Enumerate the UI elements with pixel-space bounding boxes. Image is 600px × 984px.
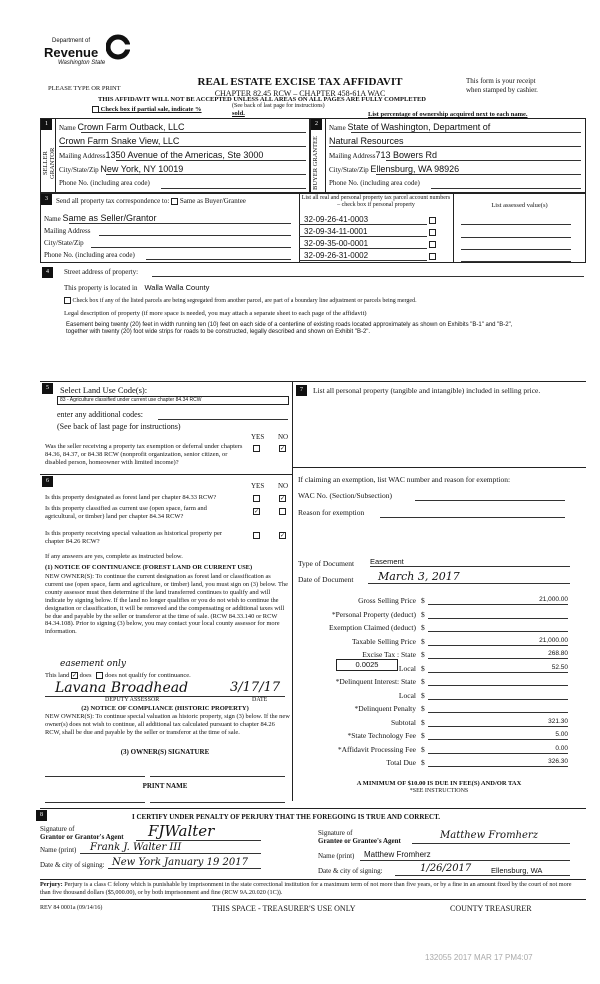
historic-yes-checkbox[interactable] — [253, 532, 260, 539]
section-number: 1 — [41, 119, 52, 130]
amount-row — [296, 731, 586, 743]
amount-label: Taxable Selling Price — [351, 636, 416, 646]
receipt-note: This form is your receipt — [466, 77, 536, 85]
amount-value[interactable]: 326.30 — [428, 758, 568, 767]
addr-label: Mailing Address — [59, 152, 106, 160]
segregated-label: Check box if any of the listed parcels are being segregated from another parcel, are part of a boundary line adjustment or parcels being merged. — [72, 297, 417, 304]
partial-label: Check box if partial sale, indicate % — [100, 106, 202, 113]
amount-value[interactable] — [428, 704, 568, 713]
buyer-address[interactable]: 713 Bowers Rd — [375, 150, 438, 160]
amount-label: Excise Tax : State — [362, 650, 416, 659]
exemption-question: Was the seller receiving a property tax exemption or deferral under chapters 84.36, 84.37, or 84.38 RCW (nonprofit organization, senior citizen, or disabled person, homeowner with limited income)? — [45, 443, 243, 466]
personal-property-checkbox[interactable] — [429, 217, 436, 224]
amount-label: Exemption Claimed (deduct) — [328, 623, 416, 632]
grantor-agent-label: Grantor or Grantor's Agent — [40, 833, 124, 841]
section-number: 7 — [296, 385, 307, 396]
dollar-sign: $ — [421, 758, 425, 767]
name-label: Name — [44, 215, 61, 223]
name-print-label: Name (print) — [40, 846, 77, 854]
parcel-row — [299, 227, 449, 237]
date-city-label: Date & city of signing: — [318, 867, 383, 875]
treasurer-use: THIS SPACE - TREASURER'S USE ONLY — [212, 904, 356, 913]
seller-section — [40, 118, 310, 193]
receipt-note-2: when stamped by cashier. — [466, 86, 538, 94]
amount-label: Local — [398, 663, 416, 673]
dollar-sign: $ — [421, 731, 425, 740]
see-back-instr: (See back of last page for instructions) — [57, 422, 181, 431]
yes-header: YES — [251, 433, 265, 441]
corr-name[interactable]: Same as Seller/Grantor — [62, 213, 157, 223]
name-label: Name — [59, 124, 76, 132]
corr-label: Send all property tax correspondence to: — [56, 197, 170, 205]
continuance-title: (1) NOTICE OF CONTINUANCE (FOREST LAND OR CURRENT USE) — [45, 564, 253, 571]
amount-row — [296, 758, 586, 770]
amount-value[interactable]: 5.00 — [428, 731, 568, 740]
amount-value[interactable]: 21,000.00 — [428, 596, 568, 605]
does-label: does — [79, 672, 92, 679]
dollar-sign: $ — [421, 717, 425, 727]
handwritten-note: easement only — [60, 659, 126, 669]
name-print-label: Name (print) — [318, 852, 355, 860]
phone-label: Phone No. (including area code) — [329, 179, 420, 187]
amount-label: *Delinquent Penalty — [354, 704, 416, 713]
see-back: (See back of last page for instructions) — [232, 103, 325, 109]
warning: THIS AFFIDAVIT WILL NOT BE ACCEPTED UNLESS ALL AREAS ON ALL PAGES ARE FULLY COMPLETED — [98, 96, 426, 103]
logo-swirl-icon — [106, 34, 130, 60]
parcel-header: List all real and personal property tax parcel account numbers – check box if personal property — [301, 195, 451, 208]
addr-label: Mailing Address — [44, 227, 91, 235]
county[interactable]: Walla Walla County — [144, 283, 210, 292]
continuance-text: NEW OWNER(S): To continue the current designation as forest land or classification as current use (open space, farm and agriculture, or timber) land, you must sign on (3) below. The county assessor must then determine if the land transferred continues to qualify and will indicate by signing below. If the land no longer qualifies or you do not wish to continue the designation or classification, it will be removed and the compensating or additional taxes will be due and payable by the seller or transferor at the time of sale. (RCW 84.33.140 or RCW 84.34.108). Prior to signing (3) below, you may contact your local county assessor for more information. — [45, 573, 288, 636]
dollar-sign: $ — [421, 609, 425, 619]
sig-of-label: Signature of — [40, 825, 75, 833]
parcel-number[interactable]: 32-09-34-11-0001 — [299, 227, 427, 237]
please-type: PLEASE TYPE OR PRINT — [48, 85, 121, 92]
land-use-code-select[interactable]: 83 - Agriculture classified under current use chapter 84.34 RCW — [57, 396, 289, 405]
date-city-label: Date & city of signing: — [40, 861, 105, 869]
form-title: REAL ESTATE EXCISE TAX AFFIDAVIT — [197, 76, 403, 88]
seller-label: SELLER GRANTOR — [42, 147, 56, 179]
amount-label: Total Due — [386, 758, 416, 767]
grantor-signature[interactable]: FJWalter — [148, 822, 215, 840]
dor-logo: Department of Revenue Washington State — [44, 34, 134, 72]
located-label: This property is located in — [64, 284, 138, 292]
grantee-agent-label: Grantee or Grantee's Agent — [318, 837, 401, 845]
seller-address[interactable]: 1350 Avenue of the Americas, Ste 3000 — [105, 150, 264, 160]
no-header: NO — [278, 482, 289, 490]
personal-property-label: List all personal property (tangible and intangible) included in selling price. — [313, 386, 541, 395]
forest-yes-checkbox[interactable] — [253, 495, 260, 502]
dollar-sign: $ — [421, 663, 425, 673]
reason-label: Reason for exemption — [298, 508, 365, 517]
historic-question: Is this property receiving special valuation as historical property per chapter 84.26 RCW? — [45, 530, 223, 545]
city-label: City/State/Zip — [59, 166, 99, 174]
current-use-yes-checkbox[interactable]: ✓ — [254, 508, 260, 515]
amount-value[interactable]: 21,000.00 — [428, 637, 568, 646]
certify-statement: I CERTIFY UNDER PENALTY OF PERJURY THAT THE FOREGOING IS TRUE AND CORRECT. — [132, 813, 441, 821]
amount-row — [296, 704, 586, 716]
parcel-row — [299, 251, 449, 261]
amount-value[interactable]: 52.50 — [428, 664, 568, 673]
amount-value[interactable] — [428, 691, 568, 700]
parcel-row — [299, 215, 449, 225]
form-number: REV 84 0001a (09/14/16) — [40, 905, 103, 911]
recording-stamp: 132055 2017 MAR 17 PM4:07 — [425, 953, 533, 962]
seller-name-2[interactable]: Crown Farm Snake View, LLC — [59, 136, 180, 146]
doc-type-label: Type of Document — [298, 559, 355, 568]
perjury-text: Perjury is a class C felony which is punishable by imprisonment in the state correctional institution for a maximum term of not more than five years, or by a fine in an amount fixed by the court of not more than five thousand dollars ($5,000.00), or by both imprisonment and fine (RCW 9A.20.020 (1C)). — [40, 881, 572, 896]
amount-row — [296, 596, 586, 608]
section-number: 2 — [311, 119, 322, 130]
personal-property-checkbox[interactable] — [429, 241, 436, 248]
county-treasurer: COUNTY TREASURER — [450, 904, 532, 913]
parcel-number[interactable]: 32-09-26-31-0002 — [299, 251, 427, 261]
amount-row — [296, 745, 586, 757]
see-instructions: *SEE INSTRUCTIONS — [409, 788, 469, 794]
perjury-notice — [40, 881, 580, 897]
amount-row — [296, 637, 586, 649]
minimum-note: A MINIMUM OF $10.00 IS DUE IN FEE(S) AND/OR TAX — [356, 780, 522, 787]
dollar-sign: $ — [421, 704, 425, 713]
amount-row — [296, 623, 586, 635]
buyer-label: BUYER GRANTEE — [312, 136, 319, 190]
owner-signature-title: (3) OWNER(S) SIGNATURE — [120, 748, 210, 756]
perjury-label: Perjury: — [40, 881, 63, 888]
deputy-assessor-label: DEPUTY ASSESSOR — [105, 697, 160, 703]
compliance-text: NEW OWNER(S): To continue special valuation as historic property, sign (3) below. If the new owner(s) does not wish to continue, all additional tax calculated pursuant to chapter 84.26 RCW, shall be due and payable by the seller or transferor at the time of sale. — [45, 713, 290, 736]
doc-date-label: Date of Document — [298, 575, 354, 584]
amount-label: *Delinquent Interest: State — [335, 677, 416, 686]
does-checkbox[interactable]: ✓ — [72, 672, 78, 680]
seller-city[interactable]: New York, NY 10019 — [100, 164, 184, 174]
legal-label: Legal description of property (if more space is needed, you may attach a separate sheet to each page of the affidavit) — [64, 310, 367, 317]
buyer-name-2[interactable]: Natural Resources — [329, 136, 404, 146]
grantee-city[interactable]: Ellensburg, WA — [491, 866, 543, 875]
amount-value[interactable]: 0.00 — [428, 745, 568, 754]
section-number: 6 — [42, 476, 53, 487]
doc-date-value[interactable]: March 3, 2017 — [368, 570, 570, 584]
amount-label: *Personal Property (deduct) — [331, 609, 416, 619]
does-not-label: does not — [105, 672, 127, 679]
amount-label: Subtotal — [390, 717, 416, 727]
date-label: DATE — [252, 697, 268, 703]
amount-label: *Affidavit Processing Fee — [337, 744, 416, 754]
amount-row — [296, 718, 586, 730]
personal-property-checkbox[interactable] — [429, 253, 436, 260]
if-yes-note: If any answers are yes, complete as instructed below. — [45, 553, 183, 560]
seller-name-1[interactable]: Crown Farm Outback, LLC — [77, 122, 185, 132]
doc-type-value[interactable]: Easement — [370, 557, 570, 567]
compliance-title: (2) NOTICE OF COMPLIANCE (HISTORIC PROPERTY) — [81, 705, 249, 712]
section-number: 4 — [42, 267, 53, 278]
amount-label: *State Technology Fee — [347, 731, 416, 740]
dollar-sign: $ — [421, 677, 425, 686]
amount-row — [296, 610, 586, 622]
partial-sale-checkbox[interactable] — [92, 106, 99, 113]
this-land-label: This land — [45, 672, 70, 679]
does-not-checkbox[interactable] — [96, 672, 103, 679]
parcel-row — [299, 239, 449, 249]
amount-row — [296, 691, 586, 703]
parcel-number[interactable]: 32-09-26-41-0003 — [299, 215, 427, 225]
same-as-buyer-label: Same as Buyer/Grantee — [179, 197, 246, 205]
amount-value[interactable] — [428, 610, 568, 619]
buyer-name-1[interactable]: State of Washington, Department of — [347, 122, 491, 132]
forest-question: Is this property designated as forest land per chapter 84.33 RCW? — [45, 494, 217, 501]
current-use-no-checkbox[interactable] — [279, 508, 286, 515]
legal-description[interactable]: Easement being twenty (20) feet in width running ten (10) feet on each side of a centerline of existing roads located approximately as shown on Exhibits "B-1" and "B-2", together with twenty (20) foot wide strips for roads to be constructed, legally described and shown on Exhibit "B-2". — [66, 322, 513, 335]
dollar-sign: $ — [421, 623, 425, 632]
grantee-signature[interactable]: Matthew Fromherz — [440, 830, 538, 841]
grantee-date[interactable]: 1/26/2017 — [420, 863, 472, 874]
amount-value[interactable] — [428, 623, 568, 632]
buyer-section — [310, 118, 586, 193]
addr-label: Mailing Address — [329, 152, 376, 160]
qualify-label: qualify for continuance. — [128, 672, 191, 679]
no-header: NO — [278, 433, 289, 441]
personal-property-checkbox[interactable] — [429, 229, 436, 236]
street-label: Street address of property: — [64, 268, 139, 276]
phone-label: Phone No. (including area code) — [59, 179, 150, 187]
section-number: 3 — [41, 194, 52, 205]
current-use-question: Is this property classified as current use (open space, farm and agricultural, or timber) land per chapter 84.34 RCW? — [45, 505, 207, 520]
amount-value[interactable]: 321.30 — [428, 718, 568, 727]
local-rate-field[interactable]: 0.0025 — [336, 659, 398, 671]
historic-no-checkbox[interactable]: ✓ — [280, 532, 286, 539]
grantor-name[interactable]: Frank J. Walter III — [90, 842, 182, 853]
wac-label: WAC No. (Section/Subsection) — [298, 491, 392, 500]
exempt-yes-checkbox[interactable] — [253, 445, 260, 452]
dollar-sign: $ — [421, 744, 425, 754]
assessor-date: 3/17/17 — [230, 680, 281, 695]
tax-correspondence-section — [40, 193, 586, 263]
assessed-header: List assessed value(s) — [491, 202, 548, 209]
percentage-note: List percentage of ownership acquired next to each name. — [368, 111, 528, 118]
amount-label: Gross Selling Price — [358, 596, 416, 605]
sig-of-label: Signature of — [318, 829, 353, 837]
amount-value[interactable] — [428, 677, 568, 686]
dollar-sign: $ — [421, 650, 425, 659]
land-use-label: Select Land Use Code(s): — [60, 385, 148, 395]
sold-label: sold. — [232, 110, 245, 117]
city-label: City/State/Zip — [329, 166, 369, 174]
city-label: City/State/Zip — [44, 239, 84, 247]
dollar-sign: $ — [421, 690, 425, 700]
parcel-number[interactable]: 32-09-35-00-0001 — [299, 239, 427, 249]
amount-value[interactable]: 268.80 — [428, 650, 568, 659]
dollar-sign: $ — [421, 596, 425, 605]
exemption-label: If claiming an exemption, list WAC number and reason for exemption: — [298, 475, 511, 484]
forest-no-checkbox[interactable]: ✓ — [280, 495, 286, 502]
amount-label: Local — [398, 690, 416, 700]
grantee-name[interactable]: Matthew Fromherz — [364, 850, 431, 859]
amount-row — [296, 677, 586, 689]
exempt-no-checkbox[interactable]: ✓ — [280, 445, 286, 452]
same-as-buyer-checkbox[interactable] — [171, 198, 178, 205]
buyer-city[interactable]: Ellensburg, WA 98926 — [370, 164, 460, 174]
segregated-checkbox[interactable] — [64, 297, 71, 304]
grantor-date-city[interactable]: New York January 19 2017 — [112, 857, 248, 868]
chapter: CHAPTER 82.45 RCW – CHAPTER 458-61A WAC — [214, 89, 386, 98]
section-number: 5 — [42, 383, 53, 394]
assessor-signature: Lavana Broadhead — [55, 680, 189, 696]
additional-codes-label: enter any additional codes: — [57, 410, 143, 419]
section-number: 8 — [36, 810, 47, 821]
yes-header: YES — [251, 482, 265, 490]
dollar-sign: $ — [421, 636, 425, 646]
print-name-label: PRINT NAME — [142, 782, 188, 790]
phone-label: Phone No. (including area code) — [44, 251, 135, 259]
name-label: Name — [329, 124, 346, 132]
